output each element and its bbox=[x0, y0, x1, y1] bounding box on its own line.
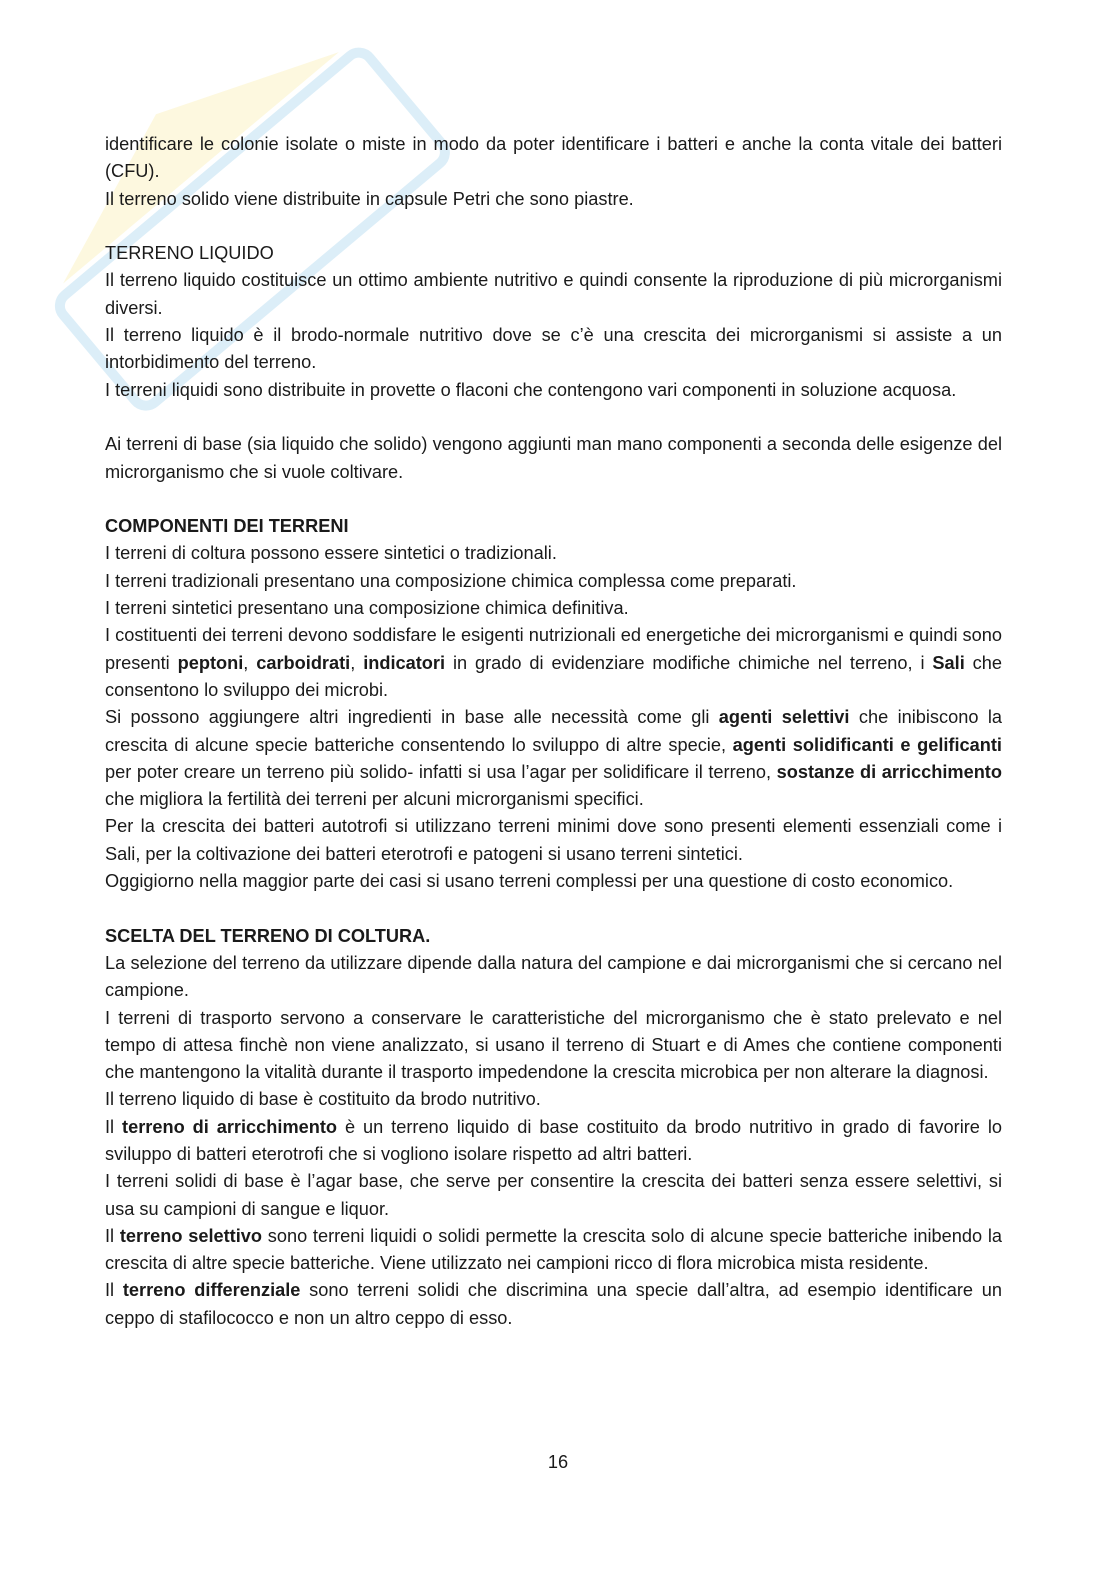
section-heading-scelta: SCELTA DEL TERRENO DI COLTURA. bbox=[105, 925, 431, 946]
term-terreno-differenziale: terreno differenziale bbox=[122, 1280, 301, 1301]
scelta-paragraph-4: Il terreno di arricchimento è un terreno liquido di base costituito da brodo nutritivo in grado di favorire lo sviluppo di batteri eterotrofi che si vogliono isolare rispetto ad altri batteri. bbox=[105, 1116, 1002, 1164]
intro-paragraph-1: identificare le colonie isolate o miste in modo da poter identificare i batteri e anche la conta vitale dei batteri (CFU). bbox=[105, 134, 1002, 182]
componenti-paragraph-3: I terreni sintetici presentano una composizione chimica definitiva. bbox=[105, 598, 629, 619]
term-sostanze-arricchimento: sostanze di arricchimento bbox=[776, 761, 1002, 782]
term-agenti-selettivi: agenti selettivi bbox=[718, 707, 850, 728]
scelta-paragraph-1: La selezione del terreno da utilizzare dipende dalla natura del campione e dai microrganismi che si cercano nel campione. bbox=[105, 952, 1002, 1001]
term-sali: Sali bbox=[932, 652, 965, 673]
term-carboidrati: carboidrati bbox=[256, 652, 351, 673]
componenti-paragraph-4: I costituenti dei terreni devono soddisfare le esigenti nutrizionali ed energetiche dei microrganismi e quindi sono presenti peptoni, carboidrati, indicatori in grado di evidenziare modifiche chimiche nel terreno, i Sali che consentono lo sviluppo dei microbi. bbox=[105, 625, 1002, 700]
componenti-paragraph-1: I terreni di coltura possono essere sintetici o tradizionali. bbox=[105, 543, 557, 564]
term-terreno-selettivo: terreno selettivo bbox=[119, 1225, 263, 1246]
componenti-paragraph-2: I terreni tradizionali presentano una composizione chimica complessa come preparati. bbox=[105, 570, 797, 591]
term-agenti-solidificanti: agenti solidificanti e gelificanti bbox=[732, 734, 1002, 755]
componenti-paragraph-5: Si possono aggiungere altri ingredienti in base alle necessità come gli agenti selettivi che inibiscono la crescita di alcune specie batteriche consentendo lo sviluppo di altre specie, agenti solidificanti e gelificanti per poter creare un terreno più solido- infatti si usa l’agar per solidificare il terreno, sostanze di arricchimento che migliora la fertilità dei terreni per alcuni microrganismi specifici. bbox=[105, 707, 1002, 810]
scelta-paragraph-3: Il terreno liquido di base è costituito da brodo nutritivo. bbox=[105, 1089, 541, 1110]
document-page bbox=[105, 131, 1002, 1332]
scelta-paragraph-5: I terreni solidi di base è l’agar base, che serve per consentire la crescita dei batteri senza essere selettivi, si usa su campioni di sangue e liquor. bbox=[105, 1171, 1002, 1219]
page-number: 16 bbox=[547, 1452, 569, 1472]
liquido-paragraph-2: Il terreno liquido è il brodo-normale nutritivo dove se c’è una crescita dei microrganismi si assiste a un intorbidimento del terreno. bbox=[105, 325, 1002, 373]
term-terreno-arricchimento: terreno di arricchimento bbox=[122, 1116, 338, 1137]
scelta-paragraph-7: Il terreno differenziale sono terreni solidi che discrimina una specie dall’altra, ad esempio identificare un ceppo di stafilococco e non un altro ceppo di esso. bbox=[105, 1280, 1002, 1328]
scelta-paragraph-2: I terreni di trasporto servono a conservare le caratteristiche del microrganismo che è stato prelevato e nel tempo di attesa finchè non viene analizzato, si usano il terreno di Stuart e di Ames che contiene componenti che mantengono la vitalità durante il trasporto impedendone la crescita microbica per non alterare la diagnosi. bbox=[105, 1007, 1002, 1083]
section-heading-terreno-liquido: TERRENO LIQUIDO bbox=[105, 243, 274, 264]
term-indicatori: indicatori bbox=[363, 652, 446, 673]
componenti-paragraph-7: Oggigiorno nella maggior parte dei casi si usano terreni complessi per una questione di costo economico. bbox=[105, 871, 954, 892]
liquido-paragraph-4: Ai terreni di base (sia liquido che solido) vengono aggiunti man mano componenti a seconda delle esigenze del microrganismo che si vuole coltivare. bbox=[105, 434, 1002, 482]
scelta-paragraph-6: Il terreno selettivo sono terreni liquidi o solidi permette la crescita solo di alcune specie batteriche inibendo la crescita di altre specie batteriche. Viene utilizzato nei campioni ricco di flora microbica mista residente. bbox=[105, 1225, 1002, 1274]
section-heading-componenti: COMPONENTI DEI TERRENI bbox=[105, 516, 349, 537]
intro-paragraph-2: Il terreno solido viene distribuite in capsule Petri che sono piastre. bbox=[105, 188, 634, 209]
term-peptoni: peptoni bbox=[177, 652, 244, 673]
liquido-paragraph-3: I terreni liquidi sono distribuite in provette o flaconi che contengono vari componenti in soluzione acquosa. bbox=[105, 379, 957, 400]
componenti-paragraph-6: Per la crescita dei batteri autotrofi si utilizzano terreni minimi dove sono presenti elementi essenziali come i Sali, per la coltivazione dei batteri eterotrofi e patogeni si usano terreni sintetici. bbox=[105, 816, 1002, 864]
liquido-paragraph-1: Il terreno liquido costituisce un ottimo ambiente nutritivo e quindi consente la riproduzione di più microrganismi diversi. bbox=[105, 270, 1002, 318]
